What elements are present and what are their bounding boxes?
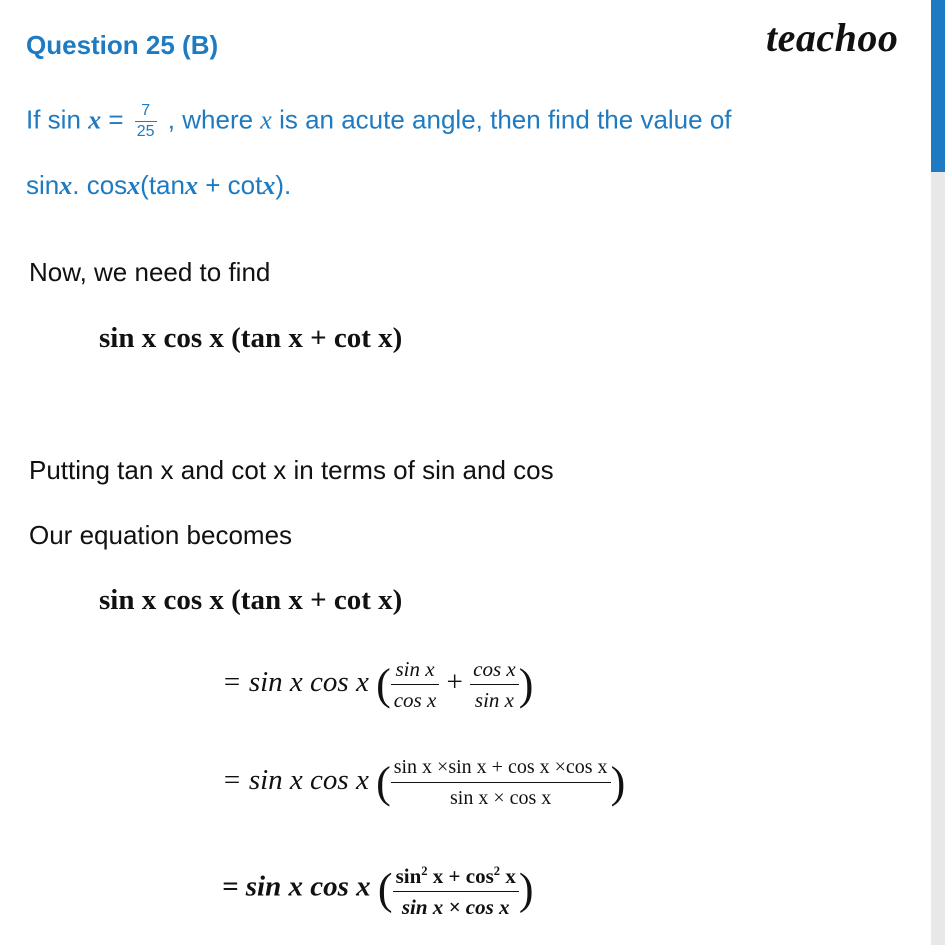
fraction-numerator: 7: [135, 101, 157, 122]
text-equation-becomes: Our equation becomes: [29, 520, 293, 550]
question-text: + cot: [197, 170, 263, 200]
fraction-denominator: cos x: [393, 688, 437, 712]
text-putting: Putting tan x and cot x in terms of sin and cos: [29, 455, 554, 485]
fraction-cos-over-sin: [470, 656, 519, 713]
expression-text: sin x cos x (tan x + cot x): [99, 584, 403, 616]
step-1-lhs: = sin x cos x: [222, 666, 369, 699]
question-line-2: [26, 170, 291, 201]
step-3: = sin x cos x ( $\frac{\sin^2 x + \cos^2 x}{\text{sin x × cos x}}$ ): [222, 858, 533, 920]
expression-text: sin x cos x (tan x + cot x): [99, 322, 403, 354]
variable-x: x: [260, 105, 272, 135]
fraction-denominator: sin x: [474, 688, 514, 712]
step-3-lhs: = sin x cos x: [222, 870, 371, 903]
fraction-numerator: sin x ×sin x + cos x ×cos x: [391, 754, 611, 783]
question-text: ).: [275, 170, 292, 200]
variable-x: x: [262, 171, 276, 200]
fraction-denominator: sin x × cos x: [450, 787, 552, 809]
fraction-combined: [391, 754, 611, 811]
numerator-part: x: [500, 864, 516, 888]
expression-repeat: [99, 584, 402, 617]
step-2-lhs: = sin x cos x: [222, 764, 369, 797]
expression-main: [99, 322, 402, 355]
variable-x: x: [59, 171, 73, 200]
question-text: is an acute angle, then find the value of: [271, 104, 732, 135]
fraction-7-25: [135, 101, 157, 142]
question-text: (tan: [140, 170, 185, 200]
variable-x: x: [127, 171, 141, 200]
question-text: sin: [26, 170, 60, 200]
fraction-denominator: 25: [136, 123, 155, 140]
question-text: , where: [160, 104, 261, 135]
fraction-denominator: sin x × cos x: [401, 895, 510, 919]
plus-sign: +: [446, 666, 463, 699]
question-text: . cos: [72, 170, 128, 200]
fraction-sin-over-cos: [391, 656, 440, 713]
variable-x: x: [184, 171, 198, 200]
teachoo-logo: teachoo: [766, 15, 899, 60]
fraction-numerator: [393, 858, 519, 892]
step-2: = sin x cos x ( $\frac{\text{sin x ×sin x + cos x ×cos x}}{\text{sin x × cos x}}$ ): [222, 756, 626, 809]
exponent: 2: [493, 864, 501, 878]
exponent: 2: [421, 864, 428, 878]
question-text: If sin: [26, 104, 89, 135]
fraction-numerator: cos x: [470, 656, 519, 685]
fraction-numerator: sin x: [391, 656, 440, 685]
numerator-part: x + cos: [427, 864, 494, 888]
question-title: Question 25 (B): [26, 30, 219, 60]
question-line-1: [26, 101, 732, 142]
numerator-part: sin: [395, 864, 422, 888]
scrollbar-thumb[interactable]: [931, 0, 945, 172]
fraction-sin2-cos2: [393, 858, 519, 920]
variable-x: x: [88, 105, 102, 135]
step-1: = sin x cos x ( $\frac{\text{sin x}}{\text{cos x}}$ + $\frac{\text{cos x}}{\text{sin x}}$ ): [222, 657, 534, 712]
text-need-to-find: Now, we need to find: [29, 257, 271, 287]
equals-sign: =: [101, 104, 131, 135]
